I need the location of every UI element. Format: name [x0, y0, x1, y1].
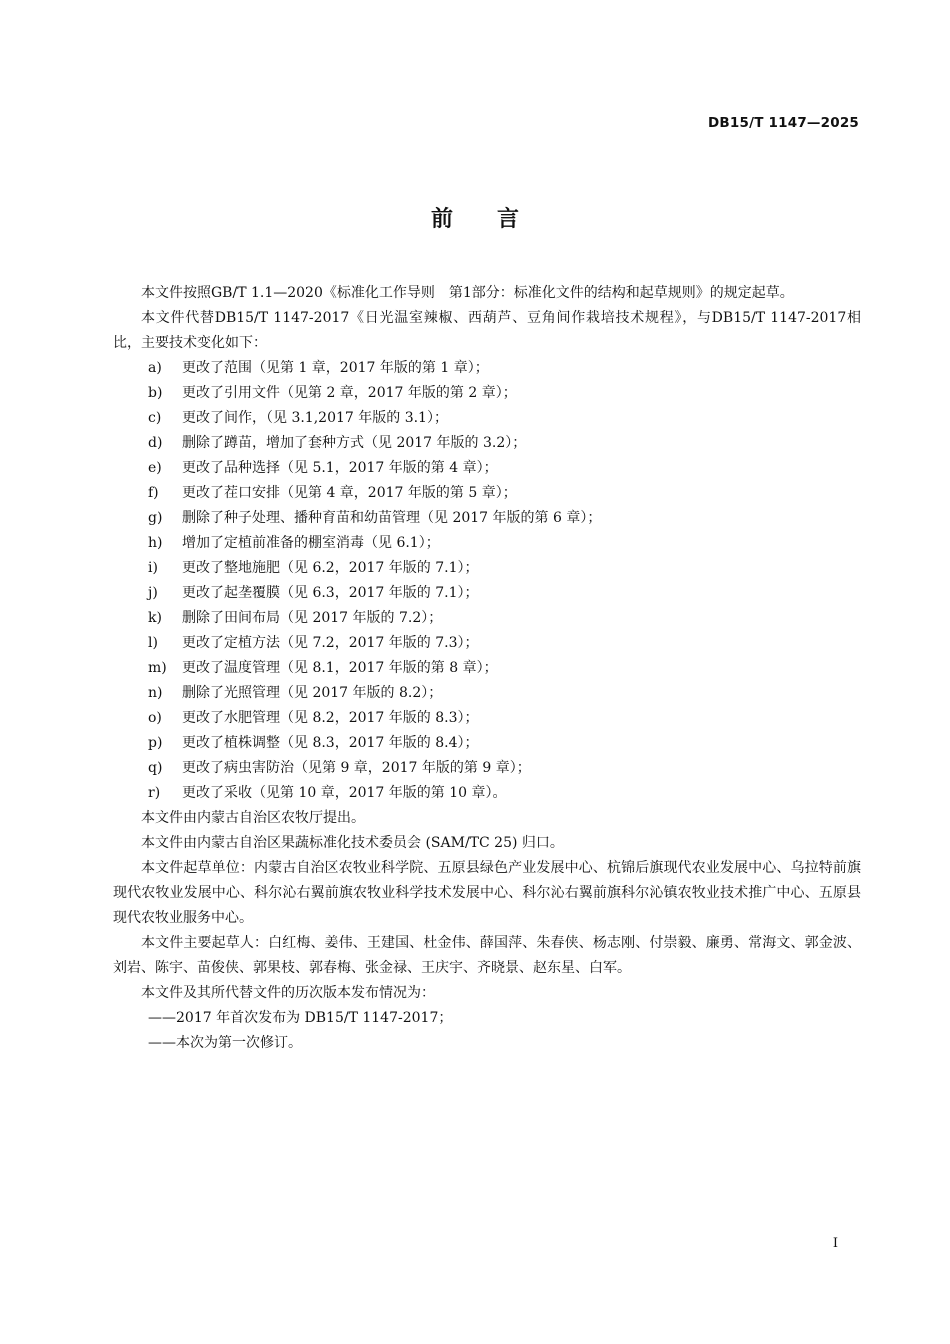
- title-char-2: 言: [497, 207, 520, 232]
- list-item: q) 更改了病虫害防治（见第 9 章，2017 年版的第 9 章）；: [148, 760, 531, 776]
- document-code: DB15/T 1147—2025: [708, 115, 859, 131]
- drafting-units-paragraph: 本文件起草单位：内蒙古自治区农牧业科学院、五原县绿色产业发展中心、杭锦后旗现代农业发展中心、乌拉特前旗现代农牧业发展中心、科尔沁右翼前旗农牧业科学技术发展中心、科尔沁右翼前旗科尔沁镇农牧业技术推广中心、五原县现代农牧业服务中心。: [113, 860, 861, 926]
- list-item: f) 更改了茬口安排（见第 4 章，2017 年版的第 5 章）；: [148, 485, 517, 501]
- page-number: I: [832, 1236, 838, 1251]
- list-item: a) 更改了范围（见第 1 章，2017 年版的第 1 章）；: [148, 360, 489, 376]
- foreword-body: [113, 281, 861, 1056]
- title-char-1: 前: [430, 207, 453, 232]
- history-item: ——本次为第一次修订。: [148, 1035, 302, 1051]
- list-item: k) 删除了田间布局（见 2017 年版的 7.2）；: [148, 610, 443, 626]
- list-item: m) 更改了温度管理（见 8.1，2017 年版的第 8 章）；: [148, 660, 498, 676]
- drafters-paragraph: 本文件主要起草人：白红梅、姜伟、王建国、杜金伟、薛国萍、朱春侠、杨志刚、付崇毅、廉勇、常海文、郭金波、刘岩、陈宇、苗俊侠、郭果枝、郭春梅、张金禄、王庆宇、齐晓景、赵东星、白军。: [113, 935, 861, 976]
- page-title: [0, 202, 950, 233]
- intro-paragraph-2: 本文件代替DB15/T 1147-2017《日光温室辣椒、西葫芦、豆角间作栽培技术规程》，与DB15/T 1147-2017相比，主要技术变化如下：: [113, 310, 861, 351]
- committee-paragraph: 本文件由内蒙古自治区果蔬标准化技术委员会 (SAM/TC 25) 归口。: [141, 835, 564, 851]
- list-item: c) 更改了间作，（见 3.1,2017 年版的 3.1）；: [148, 410, 448, 426]
- list-item: r) 更改了采收（见第 10 章，2017 年版的第 10 章）。: [148, 785, 507, 801]
- list-item: b) 更改了引用文件（见第 2 章，2017 年版的第 2 章）；: [148, 385, 517, 401]
- list-item: e) 更改了品种选择（见 5.1，2017 年版的第 4 章）；: [148, 460, 498, 476]
- list-item: o) 更改了水肥管理（见 8.2，2017 年版的 8.3）；: [148, 710, 479, 726]
- list-item: d) 删除了蹲苗，增加了套种方式（见 2017 年版的 3.2）；: [148, 435, 527, 451]
- intro-paragraph-1: 本文件按照GB/T 1.1—2020《标准化工作导则 第1部分：标准化文件的结构和起草规则》的规定起草。: [141, 285, 794, 301]
- list-item: p) 更改了植株调整（见 8.3，2017 年版的 8.4）；: [148, 735, 479, 751]
- list-item: g) 删除了种子处理、播种育苗和幼苗管理（见 2017 年版的第 6 章）；: [148, 510, 602, 526]
- list-item: h) 增加了定植前准备的棚室消毒（见 6.1）；: [148, 535, 440, 551]
- list-item: j) 更改了起垄覆膜（见 6.3，2017 年版的 7.1）；: [148, 585, 479, 601]
- history-item: ——2017 年首次发布为 DB15/T 1147-2017；: [148, 1010, 453, 1026]
- list-item: i) 更改了整地施肥（见 6.2，2017 年版的 7.1）；: [148, 560, 479, 576]
- history-intro-paragraph: 本文件及其所代替文件的历次版本发布情况为：: [141, 985, 435, 1001]
- list-item: l) 更改了定植方法（见 7.2，2017 年版的 7.3）；: [148, 635, 479, 651]
- list-item: n) 删除了光照管理（见 2017 年版的 8.2）；: [148, 685, 443, 701]
- changes-list: [113, 356, 861, 806]
- proposer-paragraph: 本文件由内蒙古自治区农牧厅提出。: [141, 810, 365, 826]
